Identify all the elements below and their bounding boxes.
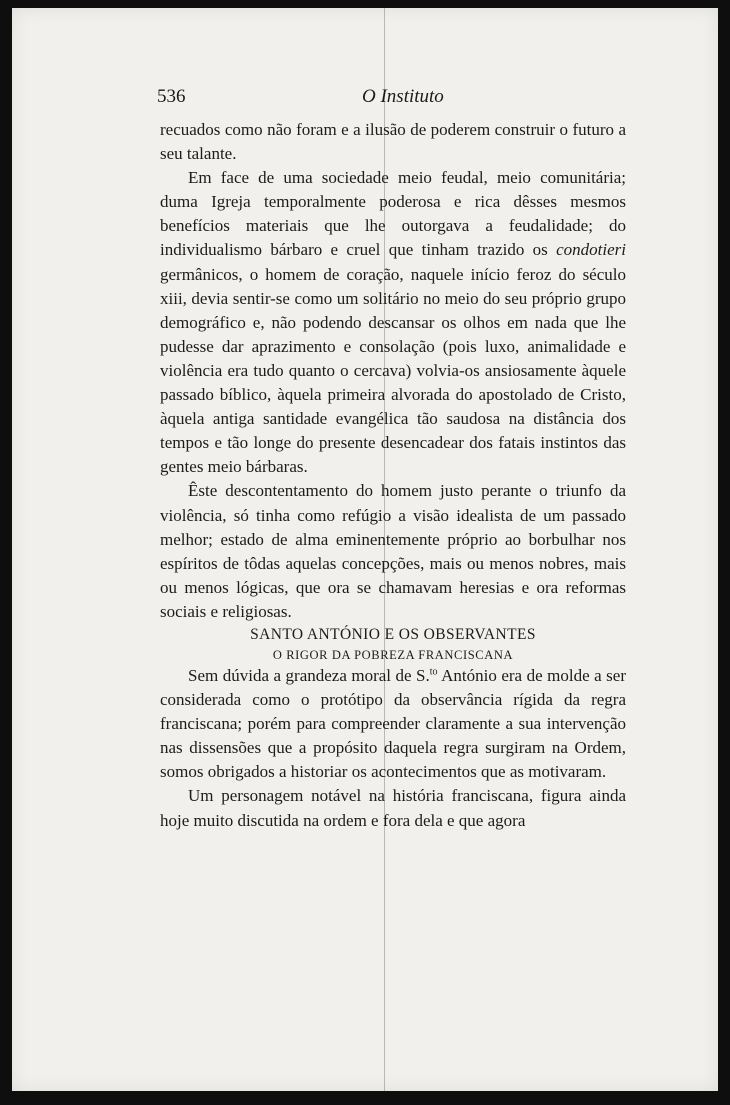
section-heading: SANTO ANTÓNIO E OS OBSERVANTES <box>250 625 536 643</box>
paragraph-5: Um personagem notável na história franciscana, figura ainda hoje muito discutida na ordem e fora dela e que agora <box>160 786 626 830</box>
running-title: O Instituto <box>362 86 444 107</box>
section-subheading: O RIGOR DA POBREZA FRANCISCANA <box>272 647 514 662</box>
paragraph-2-part-a: Em face de uma sociedade meio feudal, meio comunitária; duma Igreja temporalmente poderosa e rica dêsses mesmos benefícios materiais que lhe outorgava a feudalidade; do individualismo bárbaro e cruel que tinham trazido os <box>160 168 626 260</box>
page-header <box>157 86 649 110</box>
paragraph-2-part-b: germânicos, o homem de coração, naquele início feroz do século xiii, devia sentir-se como um solitário no meio do seu próprio grupo demográfico e, não podendo descansar os olhos em nada que lhe pudesse dar aprazimento e consolação (pois luxo, animalidade e violência era tudo quanto o cercava) volvia-os ansiosamente àquele passado bíblico, àquela primeira alvorada do apostolado de Cristo, àquela antiga santidade evangélica tão saudosa na distância dos tempos e tão longe do presente desencadear dos fatais instintos das gentes meio bárbaras. <box>160 264 626 477</box>
page-number: 536 <box>157 86 186 107</box>
paragraph-4-part-a: Sem dúvida a grandeza moral de S. <box>188 665 430 685</box>
abbreviation-superscript: to <box>429 666 438 678</box>
paragraph-4-part-b: António era de molde a ser considerada como o protótipo da observância rígida da regra franciscana; porém para compreender claramente a sua intervenção nas dissensões que a propósito daquela regra surgiram na Ordem, somos obrigados a historiar os acontecimentos que as motivaram. <box>160 665 626 782</box>
paragraph-3: Êste descontentamento do homem justo perante o triunfo da violência, só tinha como refúgio a visão idealista de um passado melhor; estado de alma eminentemente próprio ao borbulhar nos espíritos de tôdas aquelas concepções, mais ou menos nobres, mais ou menos lógicas, que ora se chamavam heresias e ora reformas sociais e religiosas. <box>160 481 626 621</box>
italic-term-condotieri: condotieri <box>556 240 626 260</box>
paragraph-4 <box>160 664 626 784</box>
paragraph-2 <box>160 166 626 479</box>
page-body <box>160 118 626 833</box>
paragraph-1: recuados como não foram e a ilusão de poderem construir o futuro a seu talante. <box>160 120 626 164</box>
